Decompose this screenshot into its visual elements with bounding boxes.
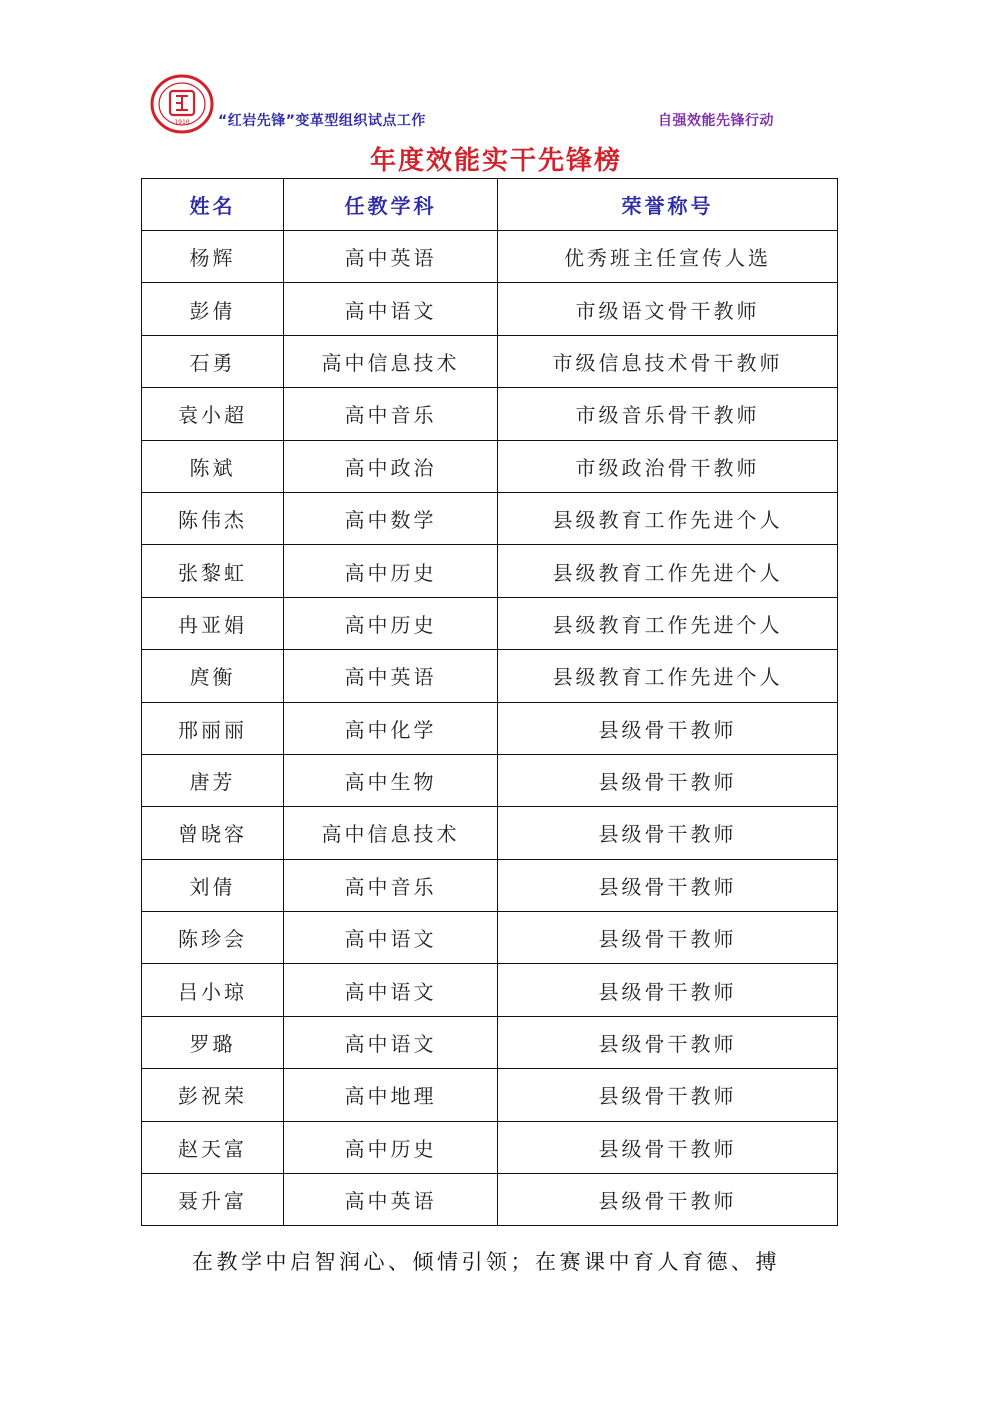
table-row bbox=[142, 650, 838, 702]
cell-honor: 县级教育工作先进个人 bbox=[498, 545, 838, 597]
cell-subject: 高中语文 bbox=[284, 912, 498, 964]
svg-text:1910: 1910 bbox=[174, 119, 190, 126]
table-row bbox=[142, 912, 838, 964]
cell-honor: 市级语文骨干教师 bbox=[498, 283, 838, 335]
cell-name: 聂升富 bbox=[142, 1174, 284, 1226]
cell-subject: 高中历史 bbox=[284, 597, 498, 649]
table-row bbox=[142, 388, 838, 440]
cell-name: 庹衡 bbox=[142, 650, 284, 702]
cell-name: 唐芳 bbox=[142, 754, 284, 806]
cell-subject: 高中化学 bbox=[284, 702, 498, 754]
cell-name: 吕小琼 bbox=[142, 964, 284, 1016]
table-row bbox=[142, 964, 838, 1016]
cell-honor: 县级骨干教师 bbox=[498, 859, 838, 911]
cell-name: 陈珍会 bbox=[142, 912, 284, 964]
cell-subject: 高中英语 bbox=[284, 231, 498, 283]
cell-name: 陈伟杰 bbox=[142, 492, 284, 544]
header-right-text: 自强效能先锋行动 bbox=[658, 113, 774, 129]
header-name: 姓名 bbox=[142, 179, 284, 231]
cell-name: 陈斌 bbox=[142, 440, 284, 492]
cell-honor: 县级骨干教师 bbox=[498, 1016, 838, 1068]
cell-name: 罗璐 bbox=[142, 1016, 284, 1068]
table-row bbox=[142, 335, 838, 387]
cell-subject: 高中语文 bbox=[284, 283, 498, 335]
cell-subject: 高中音乐 bbox=[284, 859, 498, 911]
cell-subject: 高中历史 bbox=[284, 545, 498, 597]
body-paragraph: 在教学中启智润心、倾情引领；在赛课中育人育德、搏 bbox=[192, 1250, 780, 1274]
table-row bbox=[142, 440, 838, 492]
cell-honor: 市级政治骨干教师 bbox=[498, 440, 838, 492]
cell-honor: 县级骨干教师 bbox=[498, 1174, 838, 1226]
cell-subject: 高中生物 bbox=[284, 754, 498, 806]
table-row bbox=[142, 1121, 838, 1173]
table-row bbox=[142, 1069, 838, 1121]
cell-name: 曾晓容 bbox=[142, 807, 284, 859]
cell-subject: 高中地理 bbox=[284, 1069, 498, 1121]
cell-name: 赵天富 bbox=[142, 1121, 284, 1173]
cell-subject: 高中信息技术 bbox=[284, 335, 498, 387]
cell-name: 杨辉 bbox=[142, 231, 284, 283]
cell-honor: 市级音乐骨干教师 bbox=[498, 388, 838, 440]
header-subject: 任教学科 bbox=[284, 179, 498, 231]
cell-subject: 高中音乐 bbox=[284, 388, 498, 440]
cell-honor: 县级骨干教师 bbox=[498, 912, 838, 964]
table-row bbox=[142, 545, 838, 597]
cell-name: 彭祝荣 bbox=[142, 1069, 284, 1121]
table-row bbox=[142, 231, 838, 283]
cell-honor: 市级信息技术骨干教师 bbox=[498, 335, 838, 387]
cell-name: 彭倩 bbox=[142, 283, 284, 335]
school-logo bbox=[150, 74, 214, 134]
cell-honor: 优秀班主任宣传人选 bbox=[498, 231, 838, 283]
cell-honor: 县级骨干教师 bbox=[498, 807, 838, 859]
table-row bbox=[142, 859, 838, 911]
cell-name: 袁小超 bbox=[142, 388, 284, 440]
cell-subject: 高中语文 bbox=[284, 964, 498, 1016]
cell-name: 冉亚娟 bbox=[142, 597, 284, 649]
header-left-text: “红岩先锋”变革型组织试点工作 bbox=[218, 113, 426, 129]
table-row bbox=[142, 1016, 838, 1068]
cell-subject: 高中数学 bbox=[284, 492, 498, 544]
cell-subject: 高中历史 bbox=[284, 1121, 498, 1173]
cell-subject: 高中政治 bbox=[284, 440, 498, 492]
cell-honor: 县级教育工作先进个人 bbox=[498, 650, 838, 702]
cell-name: 邢丽丽 bbox=[142, 702, 284, 754]
table-header-row bbox=[142, 179, 838, 231]
header-honor: 荣誉称号 bbox=[498, 179, 838, 231]
table-row bbox=[142, 702, 838, 754]
cell-honor: 县级教育工作先进个人 bbox=[498, 492, 838, 544]
cell-honor: 县级骨干教师 bbox=[498, 964, 838, 1016]
cell-honor: 县级骨干教师 bbox=[498, 1121, 838, 1173]
cell-honor: 县级骨干教师 bbox=[498, 1069, 838, 1121]
cell-name: 石勇 bbox=[142, 335, 284, 387]
cell-subject: 高中英语 bbox=[284, 1174, 498, 1226]
cell-subject: 高中信息技术 bbox=[284, 807, 498, 859]
honor-table bbox=[141, 178, 838, 1226]
table-row bbox=[142, 1174, 838, 1226]
cell-name: 张黎虹 bbox=[142, 545, 284, 597]
cell-name: 刘倩 bbox=[142, 859, 284, 911]
cell-honor: 县级骨干教师 bbox=[498, 702, 838, 754]
table-row bbox=[142, 754, 838, 806]
table-row bbox=[142, 492, 838, 544]
table-row bbox=[142, 283, 838, 335]
cell-subject: 高中语文 bbox=[284, 1016, 498, 1068]
cell-honor: 县级教育工作先进个人 bbox=[498, 597, 838, 649]
cell-subject: 高中英语 bbox=[284, 650, 498, 702]
cell-honor: 县级骨干教师 bbox=[498, 754, 838, 806]
page-title: 年度效能实干先锋榜 bbox=[369, 146, 622, 176]
table-row bbox=[142, 807, 838, 859]
table-row bbox=[142, 597, 838, 649]
